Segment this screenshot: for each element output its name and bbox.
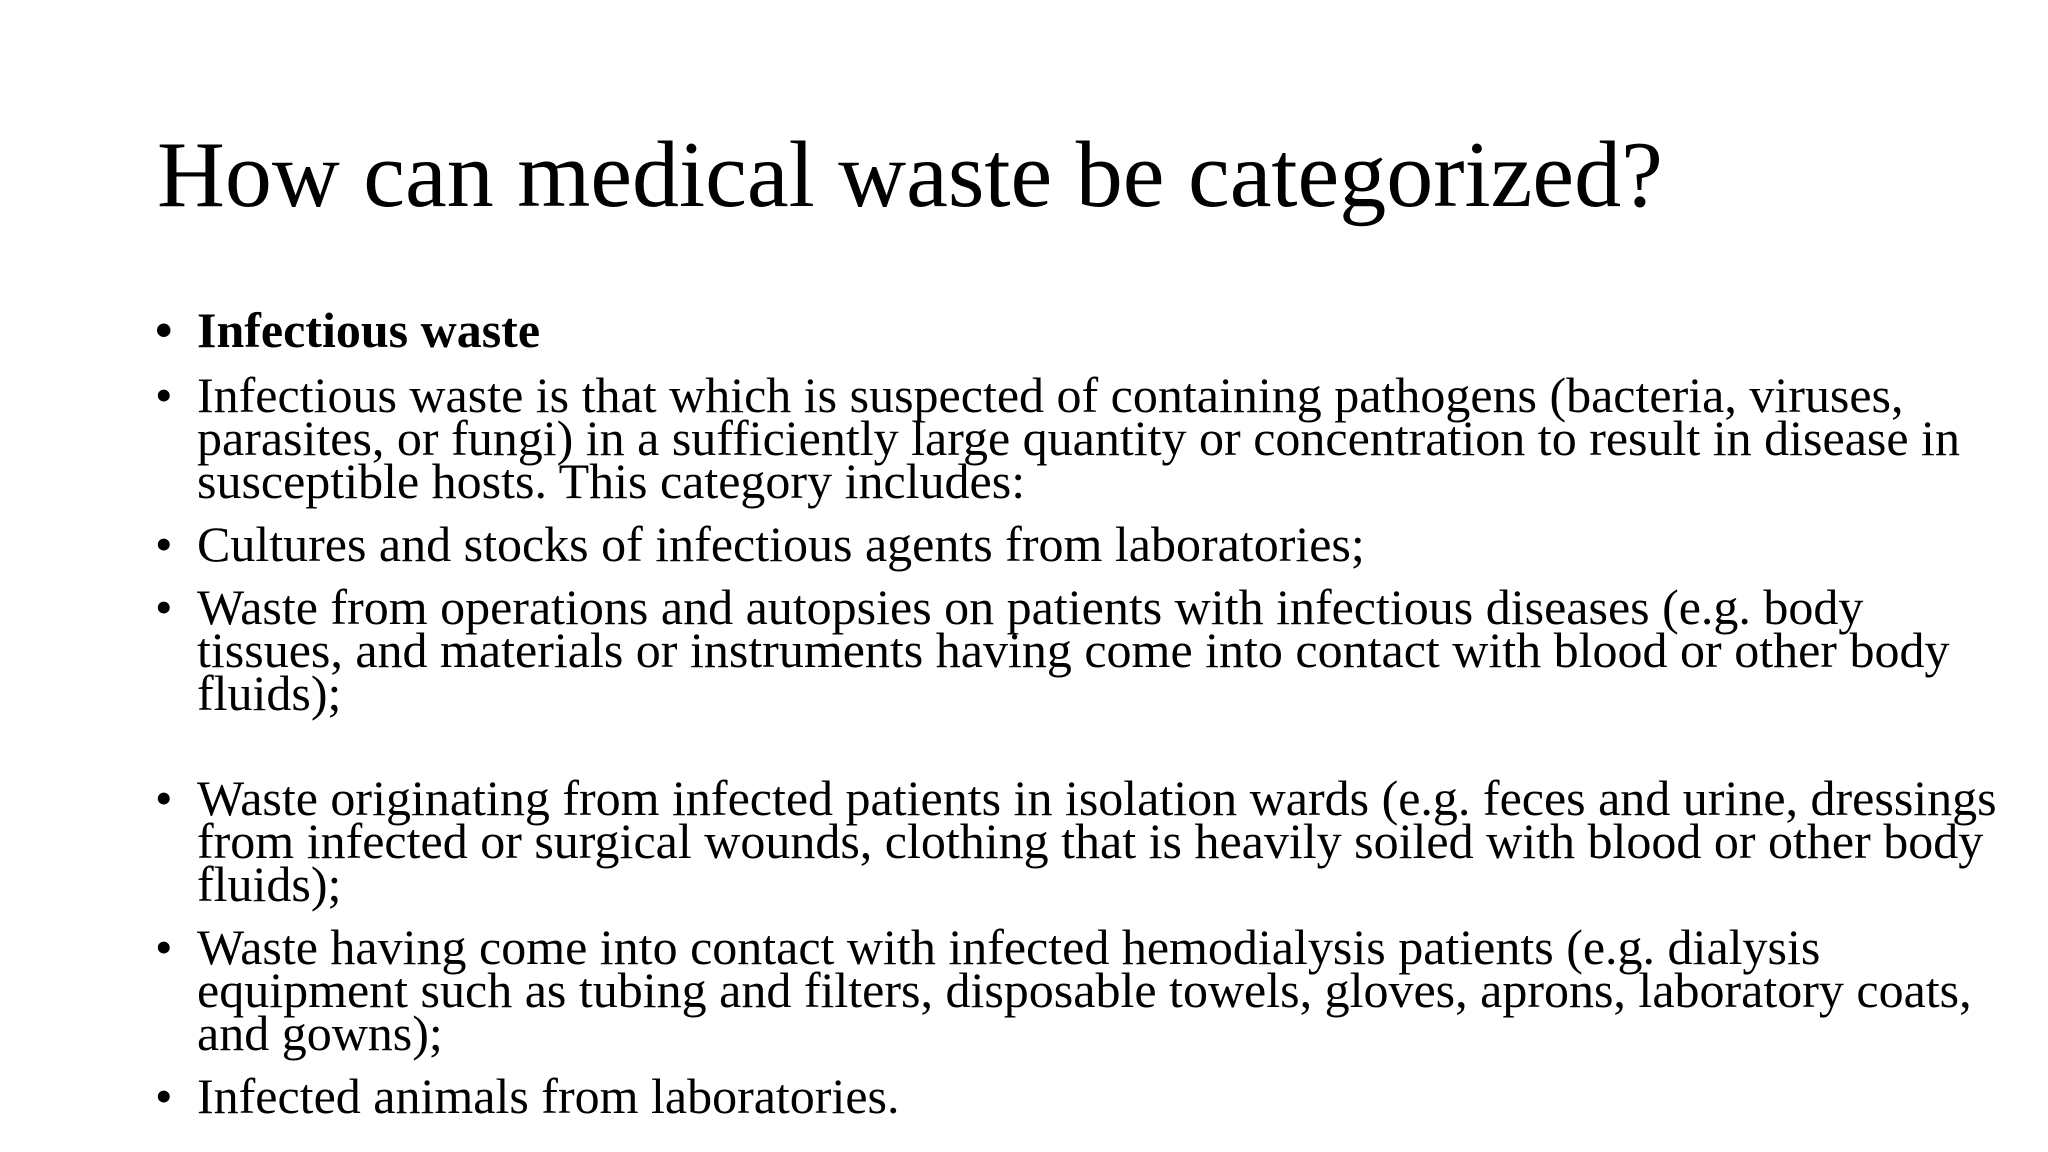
bullet-item <box>155 919 2015 1061</box>
bullet-text: Cultures and stocks of infectious agents from laboratories; <box>197 516 1365 572</box>
bullet-text: Infectious waste <box>197 302 541 358</box>
bullet-glyph: • <box>155 516 173 572</box>
bullet-text: Waste originating from infected patients in isolation wards (e.g. feces and urine, dressings from infected or surgical wounds, clothing that is heavily soiled with blood or other body fluids); <box>197 770 1997 912</box>
bullet-glyph: • <box>155 770 173 826</box>
bullet-item <box>155 1068 2015 1124</box>
slide-title: How can medical waste be categorized? <box>157 123 1663 227</box>
bullet-text: Infected animals from laboratories. <box>197 1068 900 1124</box>
bullet-text: Waste having come into contact with infected hemodialysis patients (e.g. dialysis equipment such as tubing and filters, disposable towels, gloves, aprons, laboratory coats, and gowns); <box>197 919 1972 1061</box>
bullet-text: Waste from operations and autopsies on patients with infectious diseases (e.g. body tissues, and materials or instruments having come into contact with blood or other body fluids); <box>197 579 1950 721</box>
bullet-glyph: • <box>155 579 173 635</box>
bullet-glyph: • <box>155 302 173 358</box>
bullet-item <box>155 367 2015 509</box>
bullet-glyph: • <box>155 367 173 423</box>
bullet-item-heading <box>155 300 2015 360</box>
bullet-item <box>155 770 2015 912</box>
bullet-item <box>155 516 2015 572</box>
bullet-glyph: • <box>155 919 173 975</box>
bullet-item <box>155 579 2015 721</box>
bullet-text: Infectious waste is that which is suspected of containing pathogens (bacteria, viruses, parasites, or fungi) in a sufficiently large quantity or concentration to result in disease in susceptible hosts. This category includes: <box>197 367 1960 509</box>
bullet-list <box>155 300 2015 1138</box>
bullet-glyph: • <box>155 1068 173 1124</box>
